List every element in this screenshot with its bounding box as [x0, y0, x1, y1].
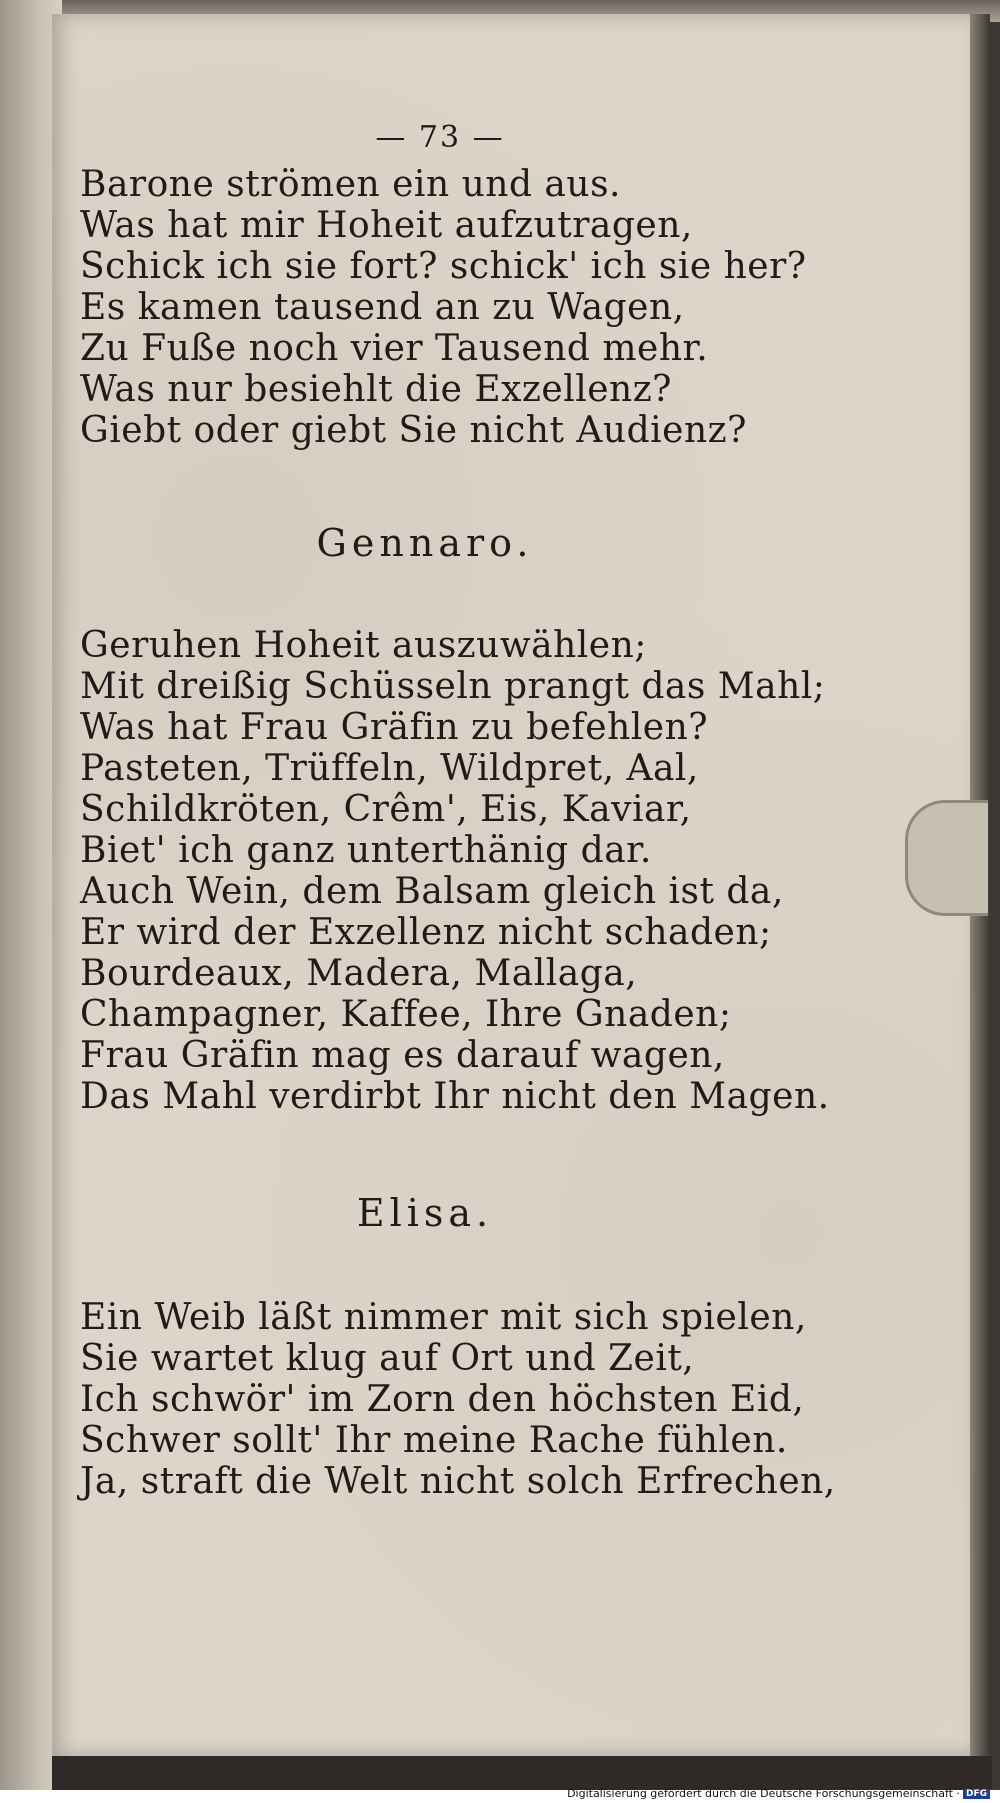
- verse-line: Es kamen tausend an zu Wagen,: [80, 287, 685, 328]
- verse-line: Was nur besiehlt die Exzellenz?: [80, 369, 672, 410]
- verse-line: Schick ich sie fort? schick' ich sie her?: [80, 246, 807, 287]
- page-number: — 73 —: [375, 120, 505, 155]
- dfg-logo: DFG: [963, 1789, 990, 1799]
- verse-line: Was hat mir Hoheit aufzutragen,: [80, 205, 693, 246]
- verse-line: Das Mahl verdirbt Ihr nicht den Magen.: [80, 1076, 830, 1117]
- stanza-1: [80, 164, 840, 451]
- speaker-name: Gennaro.: [316, 521, 534, 565]
- verse-line: Pasteten, Trüffeln, Wildpret, Aal,: [80, 748, 699, 789]
- verse-line: Bourdeaux, Madera, Mallaga,: [80, 953, 638, 994]
- book-bottom-edge: [52, 1756, 992, 1790]
- verse-line: Was hat Frau Gräfin zu befehlen?: [80, 707, 709, 748]
- bookmark-tab: [905, 800, 988, 916]
- verse-line: Mit dreißig Schüsseln prangt das Mahl;: [80, 666, 826, 707]
- verse-line: Giebt oder giebt Sie nicht Audienz?: [80, 410, 747, 451]
- verse-line: Ja, straft die Welt nicht solch Erfrechen,: [80, 1461, 836, 1502]
- verse-line: Geruhen Hoheit auszuwählen;: [80, 625, 647, 666]
- digitization-credit: [567, 1787, 990, 1800]
- verse-line: Biet' ich ganz unterthänig dar.: [80, 830, 652, 871]
- verse-line: Ein Weib läßt nimmer mit sich spielen,: [80, 1297, 807, 1338]
- verse-line: Sie wartet klug auf Ort und Zeit,: [80, 1338, 695, 1379]
- verse-line: Schildkröten, Crêm', Eis, Kaviar,: [80, 789, 692, 830]
- verse-line: Barone strömen ein und aus.: [80, 164, 622, 205]
- verse-line: Er wird der Exzellenz nicht schaden;: [80, 912, 772, 953]
- verse-line: Zu Fuße noch vier Tausend mehr.: [80, 328, 709, 369]
- credit-text: Digitalisierung gefördert durch die Deutsche Forschungsgemeinschaft ·: [567, 1787, 960, 1800]
- stanza-3: [80, 1297, 840, 1502]
- verse-line: Schwer sollt' Ihr meine Rache fühlen.: [80, 1420, 788, 1461]
- verse-line: Ich schwör' im Zorn den höchsten Eid,: [80, 1379, 805, 1420]
- stanza-2: [80, 625, 840, 1117]
- verse-line: Frau Gräfin mag es darauf wagen,: [80, 1035, 725, 1076]
- page-text: [80, 120, 840, 1502]
- verse-line: Champagner, Kaffee, Ihre Gnaden;: [80, 994, 732, 1035]
- verse-line: Auch Wein, dem Balsam gleich ist da,: [80, 871, 784, 912]
- speaker-name: Elisa.: [356, 1191, 494, 1235]
